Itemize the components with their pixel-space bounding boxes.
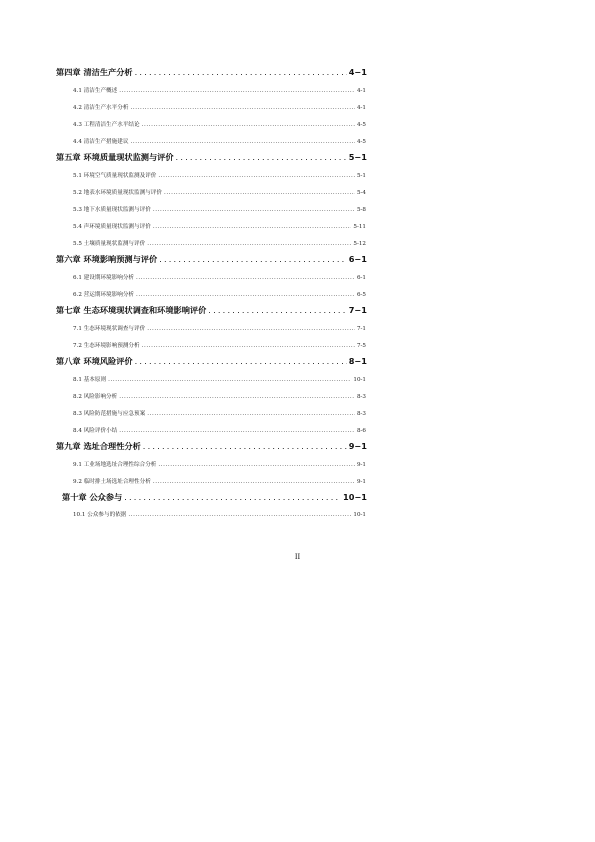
leader-dots — [147, 411, 355, 417]
toc-entry-title: 10.1 公众参与的依据 — [73, 512, 127, 518]
toc-entry-title — [56, 254, 157, 265]
toc-page-number: 7-1 — [356, 326, 366, 332]
toc-entry-title: 7.2 生态环境影响预测分析 — [73, 343, 140, 349]
toc-entry-title — [56, 152, 174, 163]
toc-page-number: 4-1 — [356, 105, 366, 111]
toc-entry-title: 9.1 工业场地选址合理性综合分析 — [73, 462, 157, 468]
chapter-title: 选址合理性分析 — [83, 441, 141, 451]
toc-chapter-entry[interactable] — [56, 305, 367, 316]
chapter-number: 第四章 — [56, 67, 81, 77]
toc-entry-title: 8.4 风险评价小结 — [73, 428, 118, 434]
toc-entry-title: 5.2 地表水环境质量现状监测与评价 — [73, 190, 162, 196]
toc-page-number: 5-12 — [353, 241, 366, 247]
chapter-number: 第十章 — [62, 492, 87, 502]
chapter-title: 清洁生产分析 — [83, 67, 133, 77]
leader-dots — [176, 152, 347, 162]
toc-entry-title: 6.2 营运期环境影响分析 — [73, 292, 135, 298]
leader-dots — [135, 67, 347, 77]
toc-page-number: 7-5 — [356, 343, 366, 349]
leader-dots — [130, 105, 355, 111]
toc-chapter-entry[interactable] — [56, 67, 367, 78]
leader-dots — [142, 122, 355, 128]
toc-section-entry[interactable] — [73, 477, 366, 485]
toc-page-number: 4-5 — [356, 122, 366, 128]
leader-dots — [147, 326, 355, 332]
toc-chapter-entry[interactable] — [56, 254, 367, 265]
chapter-number: 第七章 — [56, 305, 81, 315]
leader-dots — [142, 343, 355, 349]
toc-page-number: 4−1 — [348, 67, 367, 77]
toc-entry-title — [56, 441, 141, 452]
leader-dots — [136, 275, 355, 281]
toc-chapter-entry[interactable] — [56, 356, 367, 367]
toc-entry-title: 9.2 临时排土场选址合理性分析 — [73, 479, 151, 485]
toc-entry-title: 8.2 风险影响分析 — [73, 394, 118, 400]
toc-page-number: 7−1 — [348, 305, 367, 315]
toc-chapter-entry[interactable] — [62, 492, 367, 503]
toc-section-entry[interactable] — [73, 273, 366, 281]
toc-section-entry[interactable] — [73, 137, 366, 145]
chapter-title: 环境影响预测与评价 — [83, 254, 158, 264]
chapter-title: 生态环境现状调查和环境影响评价 — [83, 305, 207, 315]
toc-section-entry[interactable] — [73, 510, 366, 518]
toc-page-number: 8-3 — [356, 411, 366, 417]
toc-page-number: 5-11 — [353, 224, 366, 230]
toc-section-entry[interactable] — [73, 86, 366, 94]
chapter-number: 第六章 — [56, 254, 81, 264]
chapter-number: 第九章 — [56, 441, 81, 451]
toc-page-number: 6-1 — [356, 275, 366, 281]
toc-entry-title: 6.1 建设期环境影响分析 — [73, 275, 135, 281]
leader-dots — [130, 139, 355, 145]
leader-dots — [158, 462, 355, 468]
leader-dots — [159, 254, 347, 264]
toc-entry-title — [56, 356, 133, 367]
chapter-number: 第五章 — [56, 152, 81, 162]
toc-page-number: 4-5 — [356, 139, 366, 145]
toc-entry-title: 7.1 生态环境现状调查与评价 — [73, 326, 146, 332]
leader-dots — [147, 241, 351, 247]
toc-section-entry[interactable] — [73, 375, 366, 383]
toc-page-number: 8-6 — [356, 428, 366, 434]
toc-entry-title: 4.2 清洁生产水平分析 — [73, 105, 129, 111]
toc-section-entry[interactable] — [73, 324, 366, 332]
toc-page-number: 5-4 — [356, 190, 366, 196]
toc-page-number: 8-3 — [356, 394, 366, 400]
toc-page-number: 9-1 — [356, 479, 366, 485]
toc-page-number: 9-1 — [356, 462, 366, 468]
toc-section-entry[interactable] — [73, 341, 366, 349]
toc-page-number: 5−1 — [348, 152, 367, 162]
toc-entry-title: 8.1 基本原则 — [73, 377, 107, 383]
chapter-number: 第八章 — [56, 356, 81, 366]
leader-dots — [135, 356, 347, 366]
toc-section-entry[interactable] — [73, 103, 366, 111]
toc-entry-title: 5.5 土壤质量现状监测与评价 — [73, 241, 146, 247]
leader-dots — [153, 207, 355, 213]
toc-entry-title: 4.3 工程清洁生产水平结论 — [73, 122, 140, 128]
toc-entry-title — [56, 305, 206, 316]
toc-page-number: 8−1 — [348, 356, 367, 366]
leader-dots — [119, 394, 355, 400]
toc-section-entry[interactable] — [73, 409, 366, 417]
leader-dots — [136, 292, 355, 298]
leader-dots — [208, 305, 346, 315]
toc-entry-title: 5.1 环境空气质量现状监测及评价 — [73, 173, 157, 179]
leader-dots — [108, 377, 351, 383]
toc-entry-title: 4.4 清洁生产措施建议 — [73, 139, 129, 145]
toc-entry-title: 4.1 清洁生产概述 — [73, 88, 118, 94]
leader-dots — [119, 428, 355, 434]
toc-page-number: 5-1 — [356, 173, 366, 179]
toc-section-entry[interactable] — [73, 392, 366, 400]
toc-section-entry[interactable] — [73, 426, 366, 434]
leader-dots — [124, 492, 341, 502]
toc-section-entry[interactable] — [73, 171, 366, 179]
toc-section-entry[interactable] — [73, 460, 366, 468]
toc-page-number: 4-1 — [356, 88, 366, 94]
leader-dots — [153, 479, 355, 485]
toc-entry-title: 8.3 风险防范措施与应急预案 — [73, 411, 146, 417]
toc-section-entry[interactable] — [73, 222, 366, 230]
leader-dots — [153, 224, 352, 230]
page-number: II — [294, 552, 301, 561]
leader-dots — [119, 88, 355, 94]
toc-chapter-entry[interactable] — [56, 152, 367, 163]
toc-section-entry[interactable] — [73, 205, 366, 213]
toc-section-entry[interactable] — [73, 120, 366, 128]
toc-page-number: 10-1 — [353, 377, 366, 383]
leader-dots — [164, 190, 355, 196]
toc-page-number: 9−1 — [348, 441, 367, 451]
toc-page-number: 5-8 — [356, 207, 366, 213]
toc-entry-title — [56, 67, 133, 78]
toc-section-entry[interactable] — [73, 290, 366, 298]
toc-entry-title — [62, 492, 122, 503]
chapter-title: 环境质量现状监测与评价 — [83, 152, 174, 162]
leader-dots — [158, 173, 355, 179]
chapter-title: 公众参与 — [89, 492, 123, 502]
toc-page-number: 6-5 — [356, 292, 366, 298]
toc-section-entry[interactable] — [73, 188, 366, 196]
chapter-title: 环境风险评价 — [83, 356, 133, 366]
toc-page-number: 10−1 — [343, 492, 367, 502]
leader-dots — [143, 441, 347, 451]
toc-page-number: 6−1 — [348, 254, 367, 264]
toc-page-number: 10-1 — [353, 512, 366, 518]
toc-entry-title: 5.3 地下水质量现状监测与评价 — [73, 207, 151, 213]
toc-section-entry[interactable] — [73, 239, 366, 247]
leader-dots — [128, 512, 351, 518]
toc-chapter-entry[interactable] — [56, 441, 367, 452]
toc-entry-title: 5.4 声环境质量现状监测与评价 — [73, 224, 151, 230]
